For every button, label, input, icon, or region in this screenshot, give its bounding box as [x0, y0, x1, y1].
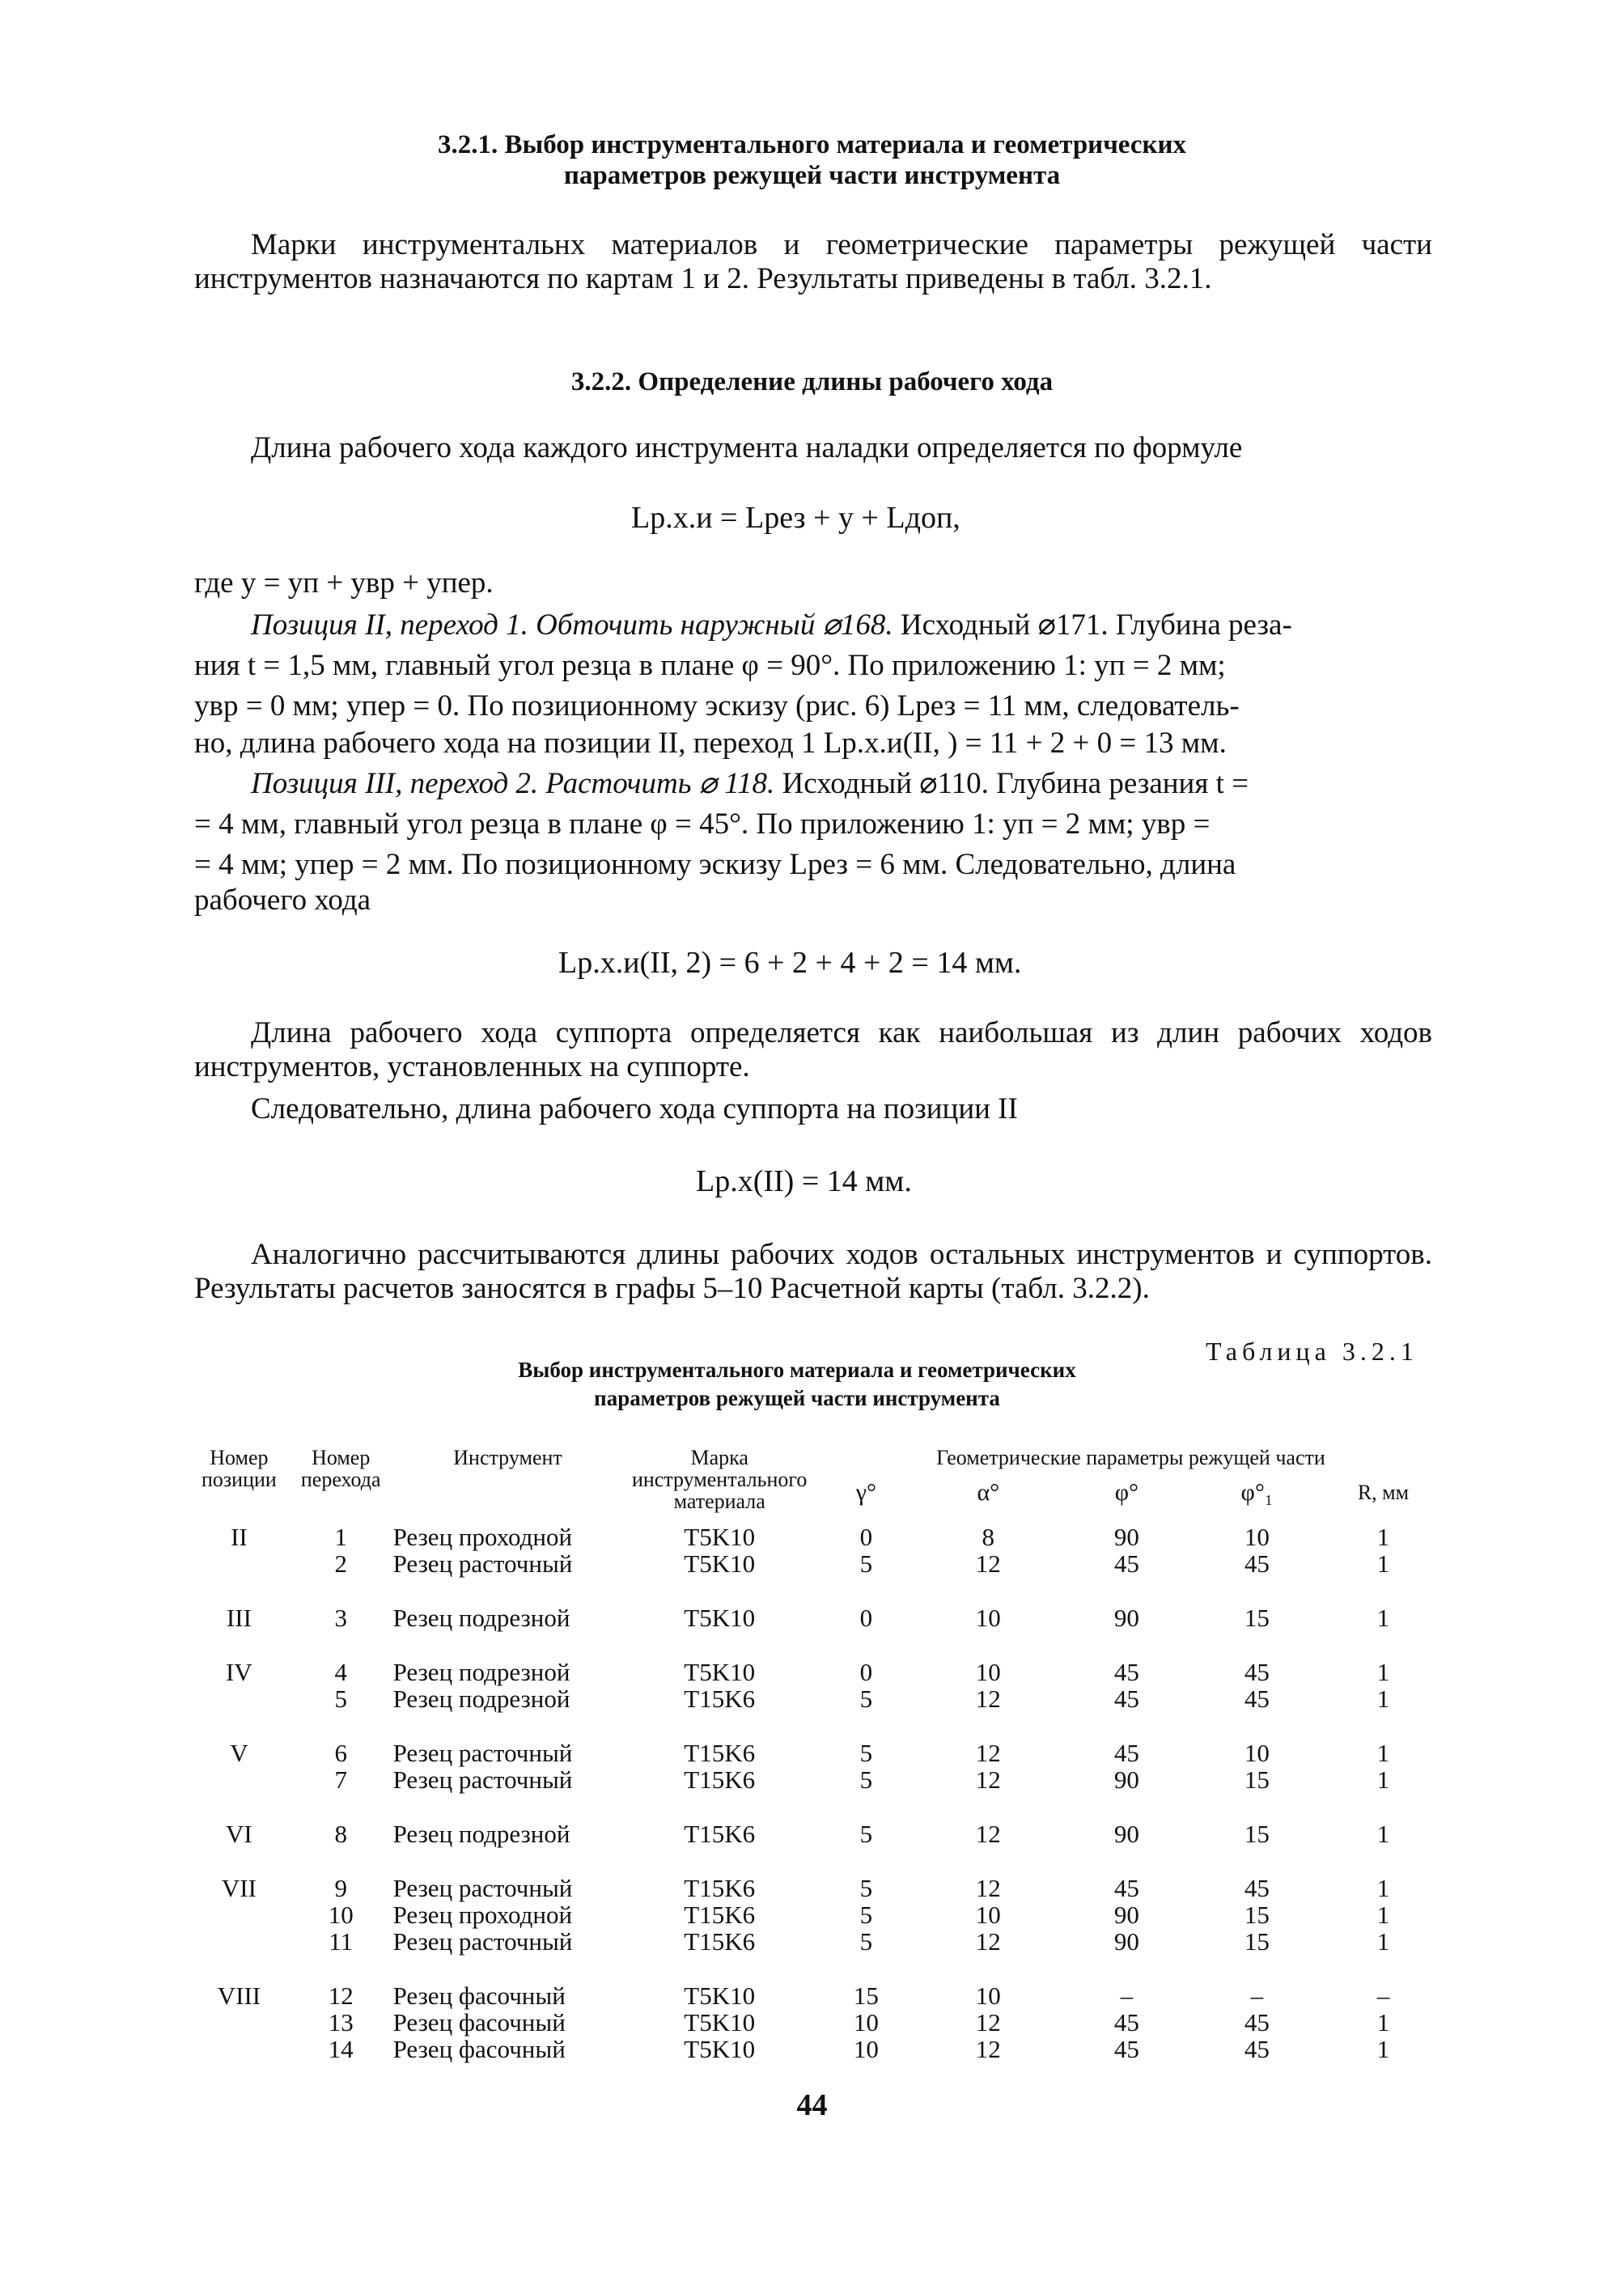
cell-phi1: 10 — [1244, 1523, 1270, 1551]
cell-radius: 1 — [1376, 1765, 1390, 1794]
cell-material: T15K6 — [684, 1927, 756, 1956]
table-row — [186, 1928, 1448, 1955]
cell-alpha: 12 — [975, 1739, 1001, 1767]
table-row — [186, 2036, 1448, 2062]
cell-gamma: 5 — [859, 1739, 873, 1767]
cell-transition: 5 — [334, 1685, 347, 1713]
cell-gamma: 5 — [859, 1820, 873, 1848]
cell-material: T5K10 — [684, 1604, 756, 1632]
position-3-line — [194, 848, 1236, 882]
cell-position: III — [226, 1604, 252, 1632]
column-header-gamma: γ° — [855, 1479, 876, 1507]
where-line: где y = yп + yвр + yпер. — [194, 566, 494, 600]
cell-alpha: 12 — [975, 2035, 1001, 2063]
cell-radius: 1 — [1376, 1874, 1390, 1902]
cell-radius: 1 — [1376, 1604, 1390, 1632]
position-3-line — [194, 884, 371, 918]
cell-phi: 45 — [1113, 1874, 1139, 1902]
cell-phi: 90 — [1113, 1604, 1139, 1632]
table-row — [186, 1685, 1448, 1712]
cell-phi: 90 — [1113, 1901, 1139, 1929]
table-row — [186, 1793, 1448, 1847]
cell-alpha: 10 — [975, 1604, 1001, 1632]
text-line: ния t = 1,5 мм, главный угол резца в плане φ = 90°. По приложению 1: yп = 2 мм; — [194, 649, 1226, 682]
table-row — [186, 1901, 1448, 1928]
table-row — [186, 1712, 1448, 1766]
position-2-line — [194, 649, 1226, 683]
cell-material: T5K10 — [684, 1523, 756, 1551]
cell-radius: 1 — [1376, 2035, 1390, 2063]
cell-gamma: 5 — [859, 1927, 873, 1956]
cell-transition: 11 — [329, 1927, 354, 1956]
cell-tool: Резец проходной — [392, 1523, 573, 1551]
cell-tool: Резец расточный — [392, 1549, 573, 1578]
cell-radius: 1 — [1376, 1523, 1390, 1551]
cell-tool: Резец фасочный — [392, 1981, 566, 2010]
column-header-geometry: Геометрические параметры режущей части — [936, 1446, 1325, 1469]
cell-alpha: 10 — [975, 1658, 1001, 1686]
cell-phi1: 45 — [1244, 1685, 1270, 1713]
cell-phi: 90 — [1113, 1820, 1139, 1848]
formula-support: Lр.х(II) = 14 мм. — [696, 1164, 912, 1198]
cell-tool: Резец подрезной — [392, 1604, 570, 1632]
cell-alpha: 8 — [982, 1523, 995, 1551]
section-heading-3-2-2: 3.2.2. Определение длины рабочего хода — [570, 367, 1054, 396]
cell-phi1: 45 — [1244, 1549, 1270, 1578]
cell-material: T5K10 — [684, 2008, 756, 2037]
cell-tool: Резец подрезной — [392, 1658, 570, 1686]
cell-position — [186, 2009, 292, 2036]
cell-radius: 1 — [1376, 2008, 1390, 2037]
cell-transition: 10 — [328, 1901, 354, 1929]
cell-tool: Резец расточный — [392, 1874, 573, 1902]
cell-radius: 1 — [1376, 1820, 1390, 1848]
cell-gamma: 5 — [859, 1549, 873, 1578]
page-number: 44 — [796, 2088, 828, 2122]
text-line: Позиция II, переход 1. Обточить наружный ⌀168. Исходный ⌀171. Глубина реза- — [251, 608, 1292, 642]
cell-position: V — [230, 1739, 248, 1767]
cell-material: T5K10 — [684, 1981, 756, 2010]
text-line: Позиция III, переход 2. Расточить ⌀ 118. Исходный ⌀110. Глубина резания t = — [251, 767, 1249, 800]
cell-gamma: 0 — [859, 1658, 873, 1686]
column-header-radius: R, мм — [1357, 1481, 1410, 1505]
cell-alpha: 12 — [975, 1685, 1001, 1713]
cell-gamma: 10 — [853, 2035, 879, 2063]
cell-alpha: 10 — [975, 1981, 1001, 2010]
cell-transition: 8 — [334, 1820, 347, 1848]
cell-tool: Резец подрезной — [392, 1685, 570, 1713]
table-caption: Таблица 3.2.1 — [1206, 1337, 1418, 1366]
cell-phi: 90 — [1113, 1765, 1139, 1794]
cell-phi1: 15 — [1244, 1820, 1270, 1848]
cell-gamma: 0 — [859, 1604, 873, 1632]
cell-alpha: 10 — [975, 1901, 1001, 1929]
cell-gamma: 0 — [859, 1523, 873, 1551]
cell-alpha: 12 — [975, 1765, 1001, 1794]
cell-material: T15K6 — [684, 1820, 756, 1848]
cell-transition: 1 — [334, 1523, 347, 1551]
column-header-transition: Номер перехода — [300, 1446, 381, 1491]
cell-tool: Резец подрезной — [392, 1820, 570, 1848]
cell-phi: – — [1120, 1981, 1134, 2010]
cell-radius: 1 — [1376, 1739, 1390, 1767]
cell-transition: 13 — [328, 2008, 354, 2037]
cell-radius: 1 — [1376, 1685, 1390, 1713]
cell-gamma: 5 — [859, 1874, 873, 1902]
column-header-tool: Инструмент — [453, 1446, 562, 1469]
cell-position: VI — [226, 1820, 252, 1848]
cell-phi1: 10 — [1244, 1739, 1270, 1767]
cell-phi: 45 — [1113, 2035, 1139, 2063]
cell-material: T5K10 — [684, 1658, 756, 1686]
cell-radius: 1 — [1376, 1549, 1390, 1578]
cell-position — [186, 2036, 292, 2062]
cell-phi: 45 — [1113, 1685, 1139, 1713]
cell-tool: Резец расточный — [392, 1765, 573, 1794]
cell-phi: 45 — [1113, 2008, 1139, 2037]
cell-phi1: 15 — [1244, 1901, 1270, 1929]
cell-phi1: 45 — [1244, 1874, 1270, 1902]
cell-material: T15K6 — [684, 1874, 756, 1902]
cell-gamma: 5 — [859, 1765, 873, 1794]
table-row — [186, 1550, 1448, 1577]
analog-paragraph: Аналогично рассчитываются длины рабочих ходов остальных инструментов и суппортов. Результаты расчетов заносятся в графы 5–10 Расчетной карты (табл. 3.2.2). — [194, 1238, 1432, 1305]
tool-material-table — [186, 1447, 1448, 2062]
cell-phi: 90 — [1113, 1523, 1139, 1551]
cell-tool: Резец фасочный — [392, 2008, 566, 2037]
cell-transition: 12 — [328, 1981, 354, 2010]
cell-gamma: 5 — [859, 1901, 873, 1929]
table-title-line: Выбор инструментального материала и геометрических — [518, 1358, 1076, 1382]
text-line: = 4 мм, главный угол резца в плане φ = 45°. По приложению 1: yп = 2 мм; yвр = — [194, 807, 1211, 841]
cell-phi1: 15 — [1244, 1604, 1270, 1632]
cell-tool: Резец расточный — [392, 1739, 573, 1767]
cell-tool: Резец фасочный — [392, 2035, 566, 2063]
table-row — [186, 2009, 1448, 2036]
table-header-row — [186, 1447, 1448, 1475]
cell-material: T5K10 — [684, 2035, 756, 2063]
position-2-line — [251, 608, 1292, 642]
cell-position: IV — [226, 1658, 252, 1686]
cell-phi: 45 — [1113, 1739, 1139, 1767]
section-2-intro: Длина рабочего хода каждого инструмента наладки определяется по формуле — [251, 431, 1243, 464]
cell-transition: 4 — [334, 1658, 347, 1686]
column-header-phi: φ° — [1114, 1479, 1139, 1507]
cell-transition: 2 — [334, 1549, 347, 1578]
cell-gamma: 15 — [853, 1981, 879, 2010]
cell-phi1: 45 — [1244, 1658, 1270, 1686]
cell-tool: Резец проходной — [392, 1901, 573, 1929]
formula-working-stroke: Lр.х.и = Lрез + y + Lдоп, — [631, 501, 960, 535]
heading-line: 3.2.1. Выбор инструментального материала и геометрических — [437, 130, 1187, 159]
cell-phi1: 45 — [1244, 2008, 1270, 2037]
cell-material: T15K6 — [684, 1901, 756, 1929]
position-3-line — [251, 767, 1249, 801]
heading-line: параметров режущей части инструмента — [563, 161, 1061, 190]
formula-position-2: Lр.х.и(II, 2) = 6 + 2 + 4 + 2 = 14 мм. — [558, 946, 1022, 980]
position-3-line — [194, 807, 1210, 841]
cell-phi1: 45 — [1244, 2035, 1270, 2063]
table-title-line: параметров режущей части инструмента — [594, 1386, 1000, 1410]
cell-transition: 6 — [334, 1739, 347, 1767]
text-line: = 4 мм; yпер = 2 мм. По позиционному эскизу Lрез = 6 мм. Следовательно, длина — [194, 848, 1236, 881]
cell-alpha: 12 — [975, 2008, 1001, 2037]
cell-position — [186, 1766, 292, 1793]
cell-transition: 9 — [334, 1874, 347, 1902]
column-header-phi1: φ°₁ — [1240, 1479, 1274, 1507]
table-body — [186, 1512, 1448, 2062]
cell-phi: 90 — [1113, 1927, 1139, 1956]
cell-phi1: – — [1250, 1981, 1264, 2010]
cell-alpha: 12 — [975, 1874, 1001, 1902]
cell-material: T15K6 — [684, 1765, 756, 1794]
cell-material: T15K6 — [684, 1685, 756, 1713]
cell-gamma: 5 — [859, 1685, 873, 1713]
cell-alpha: 12 — [975, 1549, 1001, 1578]
cell-material: T5K10 — [684, 1549, 756, 1578]
cell-position: VII — [221, 1874, 257, 1902]
cell-transition: 14 — [328, 2035, 354, 2063]
support-paragraph: Длина рабочего хода суппорта определяется как наибольшая из длин рабочих ходов инструментов, установленных на суппорте. — [194, 1016, 1432, 1083]
cell-alpha: 12 — [975, 1820, 1001, 1848]
section-heading-3-2-1 — [0, 129, 1624, 191]
table-title — [372, 1356, 1222, 1413]
cell-phi1: 15 — [1244, 1765, 1270, 1794]
table-row — [186, 1955, 1448, 2009]
cell-radius: 1 — [1376, 1927, 1390, 1956]
text-line: но, длина рабочего хода на позиции II, переход 1 Lр.х.и(II, ) = 11 + 2 + 0 = 13 мм. — [194, 727, 1227, 760]
cell-phi: 45 — [1113, 1549, 1139, 1578]
cell-radius: 1 — [1376, 1658, 1390, 1686]
table-row — [186, 1577, 1448, 1631]
cell-transition: 7 — [334, 1765, 347, 1794]
table-row — [186, 1631, 1448, 1685]
cell-radius: 1 — [1376, 1901, 1390, 1929]
table-row — [186, 1847, 1448, 1901]
position-2-line — [194, 727, 1227, 761]
column-header-position: Номер позиции — [201, 1446, 277, 1491]
cell-alpha: 12 — [975, 1927, 1001, 1956]
section-1-body: Марки инструментальнх материалов и геометрические параметры режущей части инструментов назначаются по картам 1 и 2. Результаты приведены в табл. 3.2.1. — [194, 228, 1432, 295]
cell-position — [186, 1550, 292, 1577]
column-header-alpha: α° — [977, 1479, 1000, 1507]
cell-gamma: 10 — [853, 2008, 879, 2037]
cell-phi1: 15 — [1244, 1927, 1270, 1956]
cell-position — [186, 1928, 292, 1955]
cell-position: II — [231, 1523, 248, 1551]
cell-phi: 45 — [1113, 1658, 1139, 1686]
position-2-line — [194, 689, 1240, 723]
cell-tool: Резец расточный — [392, 1927, 573, 1956]
text-line: рабочего хода — [194, 884, 371, 917]
table-row — [186, 1512, 1448, 1550]
column-header-material: Марка инструментального материала — [631, 1446, 808, 1513]
cell-radius: – — [1376, 1981, 1390, 2010]
cell-transition: 3 — [334, 1604, 347, 1632]
cell-position: VIII — [217, 1981, 261, 2010]
text-line: yвр = 0 мм; yпер = 0. По позиционному эскизу (рис. 6) Lрез = 11 мм, следователь- — [194, 689, 1240, 723]
cell-material: T15K6 — [684, 1739, 756, 1767]
support-line: Следовательно, длина рабочего хода суппорта на позиции II — [251, 1092, 1018, 1125]
cell-position — [186, 1685, 292, 1712]
table-row — [186, 1766, 1448, 1793]
cell-position — [186, 1901, 292, 1928]
